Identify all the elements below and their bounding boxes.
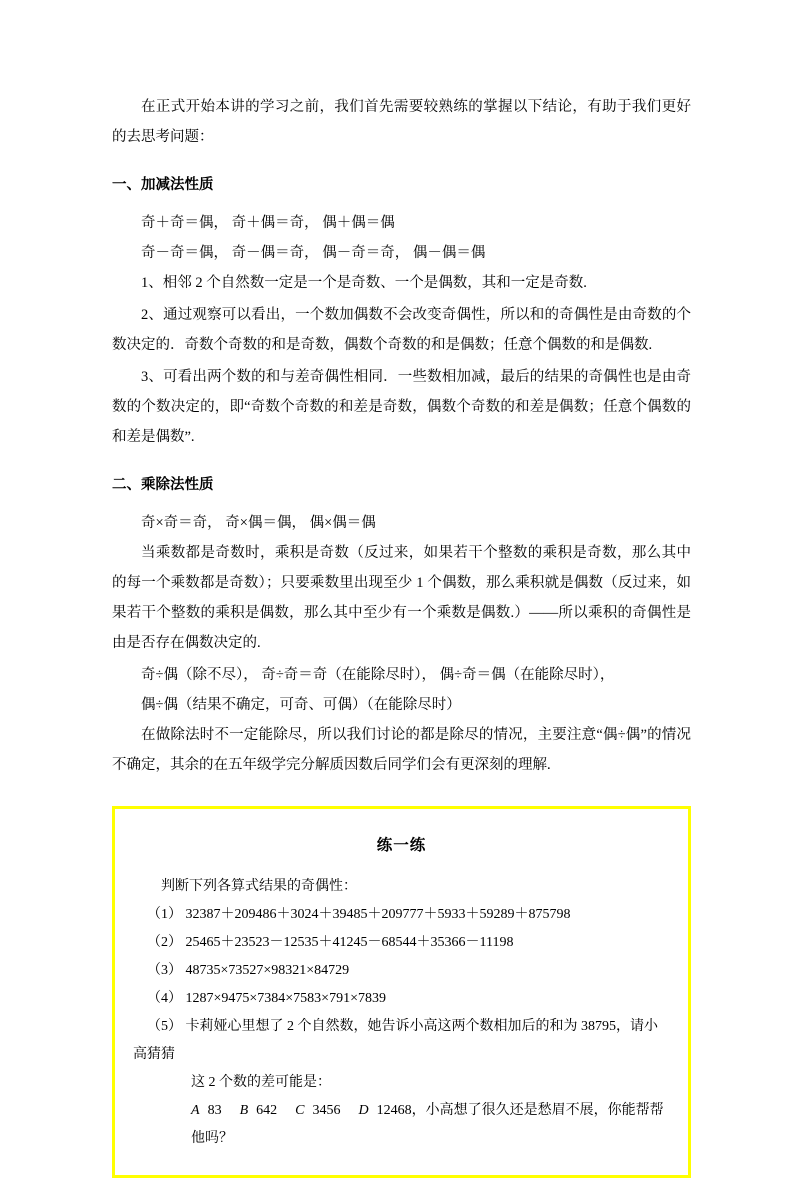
intro-paragraph: 在正式开始本讲的学习之前，我们首先需要较熟练的掌握以下结论，有助于我们更好的去思考问题： xyxy=(112,99,691,145)
practice-title: 练一练 xyxy=(376,837,427,854)
section-heading-addition: 一、加减法性质 xyxy=(112,177,214,193)
practice-question-3: （3） 48735×73527×98321×84729 xyxy=(147,963,350,978)
option-b-letter: B xyxy=(239,1103,249,1118)
practice-question-5-continuation: 这 2 个数的差可能是： xyxy=(191,1075,331,1090)
spacer xyxy=(112,154,691,160)
addition-point-3: 3、可看出两个数的和与差奇偶性相同．一些数相加减，最后的结果的奇偶性也是由奇数的个数决定的，即“奇数个奇数的和差是奇数，偶数个奇数的和差是偶数；任意个偶数的和差是偶数”. xyxy=(112,369,691,445)
option-c-text: 3456 xyxy=(312,1103,341,1118)
formula-division-1: 奇÷偶（除不尽）， 奇÷奇＝奇（在能除尽时）， 偶÷奇＝偶（在能除尽时）， xyxy=(141,667,615,683)
addition-point-2: 2、通过观察可以看出，一个数加偶数不会改变奇偶性，所以和的奇偶性是由奇数的个数决定的．奇数个奇数的和是奇数，偶数个奇数的和是偶数；任意个偶数的和是偶数. xyxy=(112,307,691,353)
practice-box xyxy=(112,806,691,1178)
formula-addition-2: 奇－奇＝偶， 奇－偶＝奇， 偶－奇＝奇， 偶－偶＝偶 xyxy=(141,245,486,261)
option-d-text: 12468，小高想了很久还是愁眉不展，你能帮帮他吗？ xyxy=(191,1103,664,1146)
spacer xyxy=(112,454,691,460)
practice-lead: 判断下列各算式结果的奇偶性： xyxy=(161,879,357,894)
option-a-letter: A xyxy=(191,1103,200,1118)
formula-multiplication-1: 奇×奇＝奇， 奇×偶＝偶， 偶×偶＝偶 xyxy=(141,515,376,531)
practice-question-5: （5） 卡莉娅心里想了 2 个自然数，她告诉小高这两个数相加后的和为 38795，请小高猜猜 xyxy=(133,1019,658,1062)
division-paragraph: 在做除法时不一定能除尽，所以我们讨论的都是除尽的情况，主要注意“偶÷偶”的情况不确定，其余的在五年级学完分解质因数后同学们会有更深刻的理解. xyxy=(112,727,691,773)
practice-question-4: （4） 1287×9475×7384×7583×791×7839 xyxy=(147,991,386,1006)
practice-question-1: （1） 32387＋209486＋3024＋39485＋209777＋5933＋59289＋875798 xyxy=(147,907,571,922)
option-c-letter: C xyxy=(295,1103,305,1118)
option-d-letter: D xyxy=(358,1103,369,1118)
section-heading-multiplication: 二、乘除法性质 xyxy=(112,477,214,493)
addition-point-1: 1、相邻 2 个自然数一定是一个是奇数、一个是偶数，其和一定是奇数. xyxy=(141,275,587,291)
option-b-text: 642 xyxy=(256,1103,278,1118)
formula-division-2: 偶÷偶（结果不确定，可奇、可偶）（在能除尽时） xyxy=(141,697,461,713)
practice-question-5-options xyxy=(133,1097,670,1153)
formula-addition-1: 奇＋奇＝偶， 奇＋偶＝奇， 偶＋偶＝偶 xyxy=(141,215,395,231)
multiplication-paragraph: 当乘数都是奇数时，乘积是奇数（反过来，如果若干个整数的乘积是奇数，那么其中的每一个乘数都是奇数）；只要乘数里出现至少 1 个偶数，那么乘积就是偶数（反过来，如果若干个整数的乘积是偶数，那么其中至少有一个乘数是偶数.）——所以乘积的奇偶性是由是否存在偶数决定的. xyxy=(112,545,691,651)
option-a-text: 83 xyxy=(207,1103,222,1118)
practice-question-2: （2） 25465＋23523－12535＋41245－68544＋35366－11198 xyxy=(147,935,514,950)
